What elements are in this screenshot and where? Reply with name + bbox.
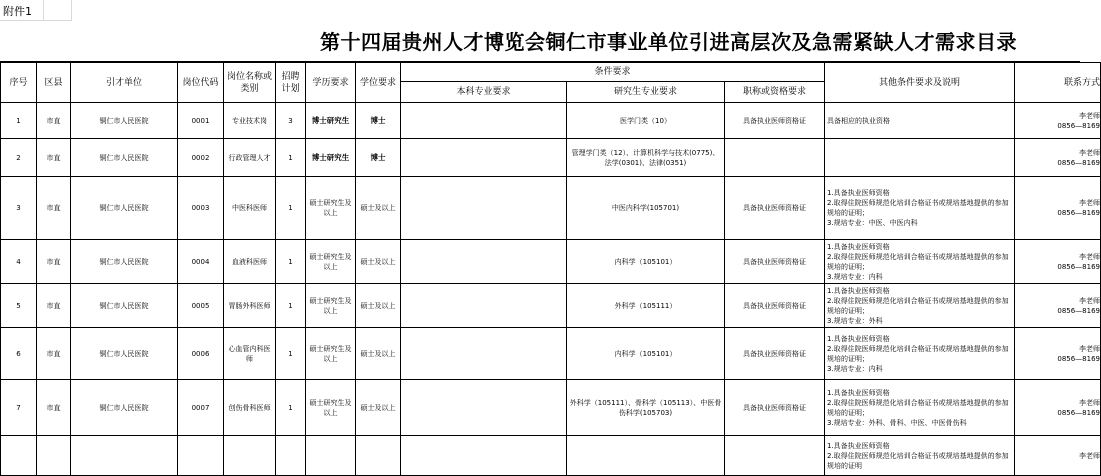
cell-post-name[interactable]: [224, 436, 276, 476]
cell-post-name[interactable]: 行政管理人才: [224, 139, 276, 177]
cell-contact[interactable]: [1015, 103, 1101, 139]
contact-phone: 0856—8169: [1057, 306, 1100, 315]
table-row: [1, 103, 1101, 139]
cell-plan[interactable]: 1: [276, 284, 306, 328]
cell-unit[interactable]: 铜仁市人民医院: [71, 139, 178, 177]
cell-seq[interactable]: 3: [1, 177, 37, 240]
other-condition-line: 2.取得住院医师规范化培训合格证书或规培基地提供的参加规培的证明；: [827, 252, 1009, 271]
contact-name: 李老师: [1079, 111, 1100, 120]
cell-plan[interactable]: 1: [276, 380, 306, 436]
cell-unit[interactable]: 铜仁市人民医院: [71, 284, 178, 328]
cell-unit[interactable]: [71, 436, 178, 476]
cell-other-conditions[interactable]: [825, 436, 1015, 476]
cell-undergrad-major[interactable]: [401, 103, 567, 139]
cell-contact[interactable]: [1015, 436, 1101, 476]
cell-unit[interactable]: 铜仁市人民医院: [71, 177, 178, 240]
cell-unit[interactable]: 铜仁市人民医院: [71, 328, 178, 380]
other-condition-line: 1.具备执业医师资格: [827, 286, 890, 295]
cell-undergrad-major[interactable]: [401, 284, 567, 328]
cell-grad-major[interactable]: 外科学（105111）、骨科学（105113）、中医骨伤科学(105703): [567, 380, 725, 436]
cell-plan[interactable]: [276, 436, 306, 476]
cell-seq[interactable]: 5: [1, 284, 37, 328]
cell-undergrad-major[interactable]: [401, 139, 567, 177]
title-row: [0, 22, 1080, 62]
grid-cell[interactable]: [44, 0, 72, 21]
cell-seq[interactable]: 2: [1, 139, 37, 177]
cell-county[interactable]: 市直: [37, 328, 71, 380]
other-condition-line: 1.具备执业医师资格: [827, 242, 890, 251]
contact-phone: 0856—8169: [1057, 121, 1100, 130]
cell-title-qual[interactable]: 具备执业医师资格证: [725, 240, 825, 284]
other-condition-line: 3.规培专业：中医、中医内科: [827, 219, 918, 227]
cell-post-code[interactable]: 0003: [178, 177, 224, 240]
cell-grad-major[interactable]: 内科学（105101）: [567, 240, 725, 284]
cell-seq[interactable]: 6: [1, 328, 37, 380]
cell-post-code[interactable]: 0007: [178, 380, 224, 436]
cell-seq[interactable]: 1: [1, 103, 37, 139]
cell-post-name[interactable]: 专业技术岗: [224, 103, 276, 139]
cell-post-name[interactable]: 创伤骨科医师: [224, 380, 276, 436]
cell-plan[interactable]: 1: [276, 139, 306, 177]
cell-unit[interactable]: 铜仁市人民医院: [71, 240, 178, 284]
header-other: 其他条件要求及说明: [825, 63, 1015, 103]
other-condition-line: 2.取得住院医师规范化培训合格证书或规培基地提供的参加规培的证明；: [827, 296, 1009, 315]
contact-name: 李老师: [1079, 252, 1100, 261]
cell-post-code[interactable]: 0001: [178, 103, 224, 139]
other-condition-line: 1.具备执业医师资格: [827, 441, 890, 450]
cell-contact[interactable]: [1015, 380, 1101, 436]
cell-contact[interactable]: [1015, 240, 1101, 284]
cell-grad-major[interactable]: 中医内科学(105701): [567, 177, 725, 240]
header-grad-major: 研究生专业要求: [567, 82, 725, 103]
header-undergrad-major: 本科专业要求: [401, 82, 567, 103]
other-condition-line: 3.规培专业：内科: [827, 272, 883, 281]
attachment-row: [0, 0, 1080, 22]
cell-education[interactable]: 硕士研究生及以上: [306, 240, 356, 284]
table-row: [1, 177, 1101, 240]
cell-other-conditions[interactable]: [825, 284, 1015, 328]
cell-contact[interactable]: [1015, 328, 1101, 380]
cell-degree[interactable]: 硕士及以上: [356, 380, 401, 436]
cell-undergrad-major[interactable]: [401, 436, 567, 476]
cell-contact[interactable]: [1015, 139, 1101, 177]
cell-unit[interactable]: 铜仁市人民医院: [71, 380, 178, 436]
cell-post-name[interactable]: 胃肠外科医师: [224, 284, 276, 328]
table-row: [1, 284, 1101, 328]
table-row: [1, 240, 1101, 284]
cell-county[interactable]: [37, 436, 71, 476]
talent-demand-table: [0, 62, 1101, 476]
cell-post-code[interactable]: 0002: [178, 139, 224, 177]
other-condition-line: 2.取得住院医师规范化培训合格证书或规培基地提供的参加规培的证明；: [827, 398, 1009, 417]
cell-degree[interactable]: 硕士及以上: [356, 328, 401, 380]
cell-plan[interactable]: 1: [276, 240, 306, 284]
contact-name: 李老师: [1079, 344, 1100, 353]
other-condition-line: 2.取得住院医师规范化培训合格证书或规培基地提供的参加规培的证明；: [827, 199, 1009, 217]
header-degree: 学位要求: [356, 63, 401, 103]
header-county: 区县: [37, 63, 71, 103]
cell-degree[interactable]: 硕士及以上: [356, 177, 401, 240]
cell-contact[interactable]: [1015, 284, 1101, 328]
contact-phone: 0856—8169: [1057, 354, 1100, 363]
cell-other-conditions[interactable]: [825, 177, 1015, 240]
cell-grad-major[interactable]: 医学门类（10）: [567, 103, 725, 139]
contact-name: 李老师: [1079, 451, 1100, 460]
cell-county[interactable]: 市直: [37, 177, 71, 240]
cell-title-qual[interactable]: [725, 436, 825, 476]
cell-post-code[interactable]: 0005: [178, 284, 224, 328]
contact-name: 李老师: [1079, 398, 1100, 407]
cell-county[interactable]: 市直: [37, 240, 71, 284]
cell-degree[interactable]: 博士: [356, 103, 401, 139]
cell-undergrad-major[interactable]: [401, 177, 567, 240]
cell-post-name[interactable]: 血液科医师: [224, 240, 276, 284]
cell-other-conditions[interactable]: [825, 328, 1015, 380]
cell-plan[interactable]: 3: [276, 103, 306, 139]
cell-undergrad-major[interactable]: [401, 328, 567, 380]
header-conditions: 条件要求: [401, 63, 825, 82]
cell-other-conditions[interactable]: [825, 240, 1015, 284]
cell-education[interactable]: 博士研究生: [306, 139, 356, 177]
other-condition-line: 3.规培专业：外科、骨科、中医、中医骨伤科: [827, 418, 967, 427]
cell-education[interactable]: 硕士研究生及以上: [306, 284, 356, 328]
cell-education[interactable]: 硕士研究生及以上: [306, 177, 356, 240]
cell-county[interactable]: 市直: [37, 139, 71, 177]
cell-plan[interactable]: 1: [276, 177, 306, 240]
cell-county[interactable]: 市直: [37, 103, 71, 139]
other-condition-line: 1.具备执业医师资格: [827, 334, 890, 343]
cell-title-qual[interactable]: 具备执业医师资格证: [725, 328, 825, 380]
cell-education[interactable]: 硕士研究生及以上: [306, 328, 356, 380]
header-title-qual: 职称或资格要求: [725, 82, 825, 103]
cell-other-conditions[interactable]: [825, 139, 1015, 177]
cell-grad-major[interactable]: 管理学门类（12）、计算机科学与技术(0775)、法学(0301)、法律(0351): [567, 139, 725, 177]
cell-education[interactable]: 硕士研究生及以上: [306, 380, 356, 436]
header-row-1: [1, 63, 1101, 82]
cell-title-qual[interactable]: 具备执业医师资格证: [725, 103, 825, 139]
cell-seq[interactable]: 4: [1, 240, 37, 284]
cell-degree[interactable]: 硕士及以上: [356, 284, 401, 328]
cell-title-qual[interactable]: 具备执业医师资格证: [725, 380, 825, 436]
table-row: [1, 328, 1101, 380]
contact-name: 李老师: [1079, 296, 1100, 305]
cell-title-qual[interactable]: 具备执业医师资格证: [725, 284, 825, 328]
contact-phone: 0856—8169: [1057, 408, 1100, 417]
cell-unit[interactable]: 铜仁市人民医院: [71, 103, 178, 139]
other-condition-line: 3.规培专业：外科: [827, 316, 883, 325]
cell-post-name[interactable]: 中医科医师: [224, 177, 276, 240]
cell-other-conditions[interactable]: [825, 380, 1015, 436]
cell-county[interactable]: 市直: [37, 380, 71, 436]
cell-seq[interactable]: 7: [1, 380, 37, 436]
cell-post-name[interactable]: 心血管内科医师: [224, 328, 276, 380]
table-row: [1, 380, 1101, 436]
header-plan: 招聘计划: [276, 63, 306, 103]
contact-name: 李老师: [1079, 199, 1100, 207]
cell-post-code[interactable]: [178, 436, 224, 476]
contact-phone: 0856—8169: [1057, 209, 1100, 217]
other-condition-line: 3.规培专业：内科: [827, 364, 883, 373]
table-row: [1, 139, 1101, 177]
header-education: 学历要求: [306, 63, 356, 103]
header-post-name: 岗位名称或类别: [224, 63, 276, 103]
cell-plan[interactable]: 1: [276, 328, 306, 380]
header-seq: 序号: [1, 63, 37, 103]
cell-degree[interactable]: 博士: [356, 139, 401, 177]
other-condition-line: 2.取得住院医师规范化培训合格证书或规培基地提供的参加规培的证明: [827, 451, 1009, 470]
cell-undergrad-major[interactable]: [401, 380, 567, 436]
other-condition-line: 1.具备执业医师资格: [827, 189, 890, 197]
contact-phone: 0856—8169: [1057, 158, 1100, 167]
cell-seq[interactable]: [1, 436, 37, 476]
cell-education[interactable]: [306, 436, 356, 476]
other-condition-line: 2.取得住院医师规范化培训合格证书或规培基地提供的参加规培的证明；: [827, 344, 1009, 363]
cell-education[interactable]: 博士研究生: [306, 103, 356, 139]
contact-phone: 0856—8169: [1057, 262, 1100, 271]
page-title: 第十四届贵州人才博览会铜仁市事业单位引进高层次及急需紧缺人才需求目录: [320, 30, 1017, 54]
cell-grad-major[interactable]: 外科学（105111）: [567, 284, 725, 328]
other-condition-line: 1.具备执业医师资格: [827, 388, 890, 397]
cell-post-code[interactable]: 0004: [178, 240, 224, 284]
cell-title-qual[interactable]: [725, 139, 825, 177]
header-post-code: 岗位代码: [178, 63, 224, 103]
cell-degree[interactable]: [356, 436, 401, 476]
other-condition-line: 具备相应的执业资格: [827, 116, 890, 125]
table-body: [1, 103, 1101, 476]
cell-other-conditions[interactable]: [825, 103, 1015, 139]
attachment-label: 附件1: [3, 5, 32, 18]
cell-grad-major[interactable]: 内科学（105101）: [567, 328, 725, 380]
cell-county[interactable]: 市直: [37, 284, 71, 328]
contact-name: 李老师: [1079, 148, 1100, 157]
header-unit: 引才单位: [71, 63, 178, 103]
cell-grad-major[interactable]: [567, 436, 725, 476]
table-row: [1, 436, 1101, 476]
cell-title-qual[interactable]: 具备执业医师资格证: [725, 177, 825, 240]
header-contact: 联系方式: [1015, 63, 1101, 103]
cell-undergrad-major[interactable]: [401, 240, 567, 284]
cell-post-code[interactable]: 0006: [178, 328, 224, 380]
cell-degree[interactable]: 硕士及以上: [356, 240, 401, 284]
cell-contact[interactable]: [1015, 177, 1101, 240]
